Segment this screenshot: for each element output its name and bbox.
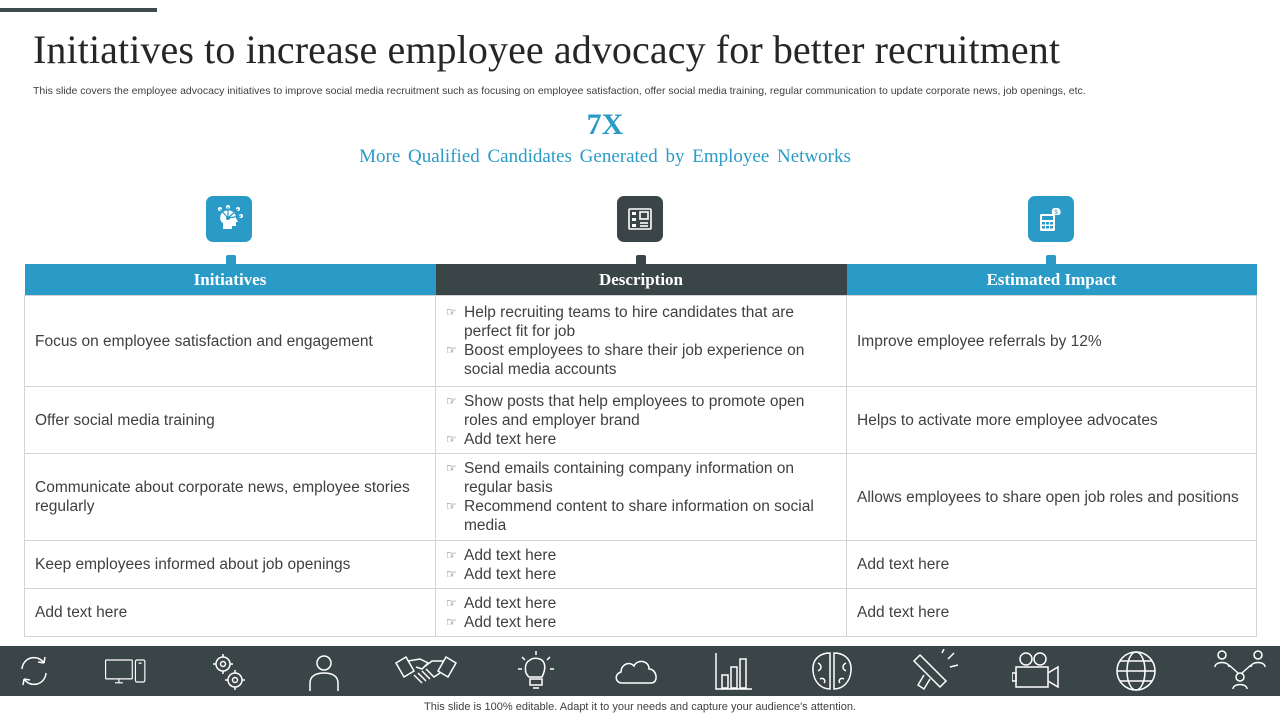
table-row [25, 454, 1257, 541]
description-cell [436, 541, 847, 589]
pointing-hand-icon: ☞ [446, 499, 457, 513]
highlight-stat-caption: More Qualified Candidates Generated by Employee Networks [359, 146, 851, 167]
network-people-icon [1212, 649, 1268, 693]
table-row [25, 296, 1257, 387]
head-network-icon [206, 196, 252, 242]
svg-text:$: $ [1054, 210, 1058, 216]
description-bullet [446, 497, 828, 535]
impact-cell: Allows employees to share open job roles and positions [847, 454, 1257, 541]
description-cell [436, 296, 847, 387]
brain-icon [806, 649, 858, 693]
bar-chart-icon [712, 649, 756, 693]
table-row [25, 387, 1257, 454]
description-bullet [446, 341, 828, 379]
initiative-cell: Add text here [25, 589, 436, 637]
pointing-hand-icon: ☞ [446, 431, 457, 446]
devices-icon [104, 649, 148, 693]
bullet-text: Help recruiting teams to hire candidates that are perfect fit for job [464, 304, 794, 340]
column-header-description: Description [436, 264, 847, 296]
description-bullet [446, 430, 828, 449]
description-cell [436, 387, 847, 454]
description-cell [436, 454, 847, 541]
description-bullet [446, 594, 828, 613]
bullet-text: Show posts that help employees to promote open roles and employer brand [464, 392, 805, 429]
table-row [25, 541, 1257, 589]
bullet-text: Send emails containing company information on regular basis [464, 460, 794, 496]
slide-subtitle: This slide covers the employee advocacy initiatives to improve social media recruitment such as focusing on employee satisfaction, offer social media training, regular communication to update corporate news, job openings, etc. [33, 85, 1086, 97]
highlight-stat-value: 7X [586, 108, 624, 141]
footer-icon-strip [0, 646, 1280, 696]
description-bullet [446, 565, 828, 584]
initiatives-table [24, 264, 1257, 637]
bullet-text: Add text here [464, 594, 557, 612]
top-accent-bar [0, 8, 157, 12]
pointing-hand-icon: ☞ [446, 547, 457, 562]
gears-icon [206, 649, 250, 693]
bullet-text: Boost employees to share their job experience on social media accounts [464, 342, 805, 378]
cloud-icon [612, 649, 662, 693]
impact-cell: Add text here [847, 589, 1257, 637]
pointing-hand-icon: ☞ [446, 461, 457, 475]
pointing-hand-icon: ☞ [446, 343, 457, 357]
description-bullet [446, 392, 828, 430]
initiative-cell: Keep employees informed about job openings [25, 541, 436, 589]
calculator-money-icon [1028, 196, 1074, 242]
slide-title: Initiatives to increase employee advocacy for better recruitment [33, 27, 1061, 72]
footer-note: This slide is 100% editable. Adapt it to your needs and capture your audience's attention. [424, 701, 856, 713]
bullet-text: Add text here [464, 430, 557, 448]
handshake-icon [394, 649, 458, 693]
description-cell [436, 589, 847, 637]
impact-cell: Improve employee referrals by 12% [847, 296, 1257, 387]
description-bullet [446, 303, 828, 341]
megaphone-icon [908, 649, 960, 693]
impact-cell: Helps to activate more employee advocates [847, 387, 1257, 454]
pointing-hand-icon: ☞ [446, 393, 457, 408]
bullet-text: Recommend content to share information on social media [464, 498, 814, 534]
pointing-hand-icon: ☞ [446, 305, 457, 319]
table-row [25, 589, 1257, 637]
description-bullet [446, 459, 828, 497]
initiative-cell: Focus on employee satisfaction and engagement [25, 296, 436, 387]
bullet-text: Add text here [464, 613, 557, 631]
pointing-hand-icon: ☞ [446, 595, 457, 610]
bullet-text: Add text here [464, 565, 557, 583]
checklist-document-icon [617, 196, 663, 242]
video-camera-icon [1012, 649, 1062, 693]
description-bullet [446, 546, 828, 565]
pointing-hand-icon: ☞ [446, 566, 457, 581]
bullet-text: Add text here [464, 546, 557, 564]
refresh-icon [12, 649, 56, 693]
description-bullet [446, 613, 828, 632]
lightbulb-icon [514, 649, 558, 693]
pointing-hand-icon: ☞ [446, 614, 457, 629]
impact-cell: Add text here [847, 541, 1257, 589]
column-header-initiatives: Initiatives [25, 264, 436, 296]
user-icon [302, 649, 346, 693]
globe-icon [1114, 649, 1158, 693]
initiative-cell: Offer social media training [25, 387, 436, 454]
column-header-estimated-impact: Estimated Impact [847, 264, 1257, 296]
initiative-cell: Communicate about corporate news, employee stories regularly [25, 454, 436, 541]
